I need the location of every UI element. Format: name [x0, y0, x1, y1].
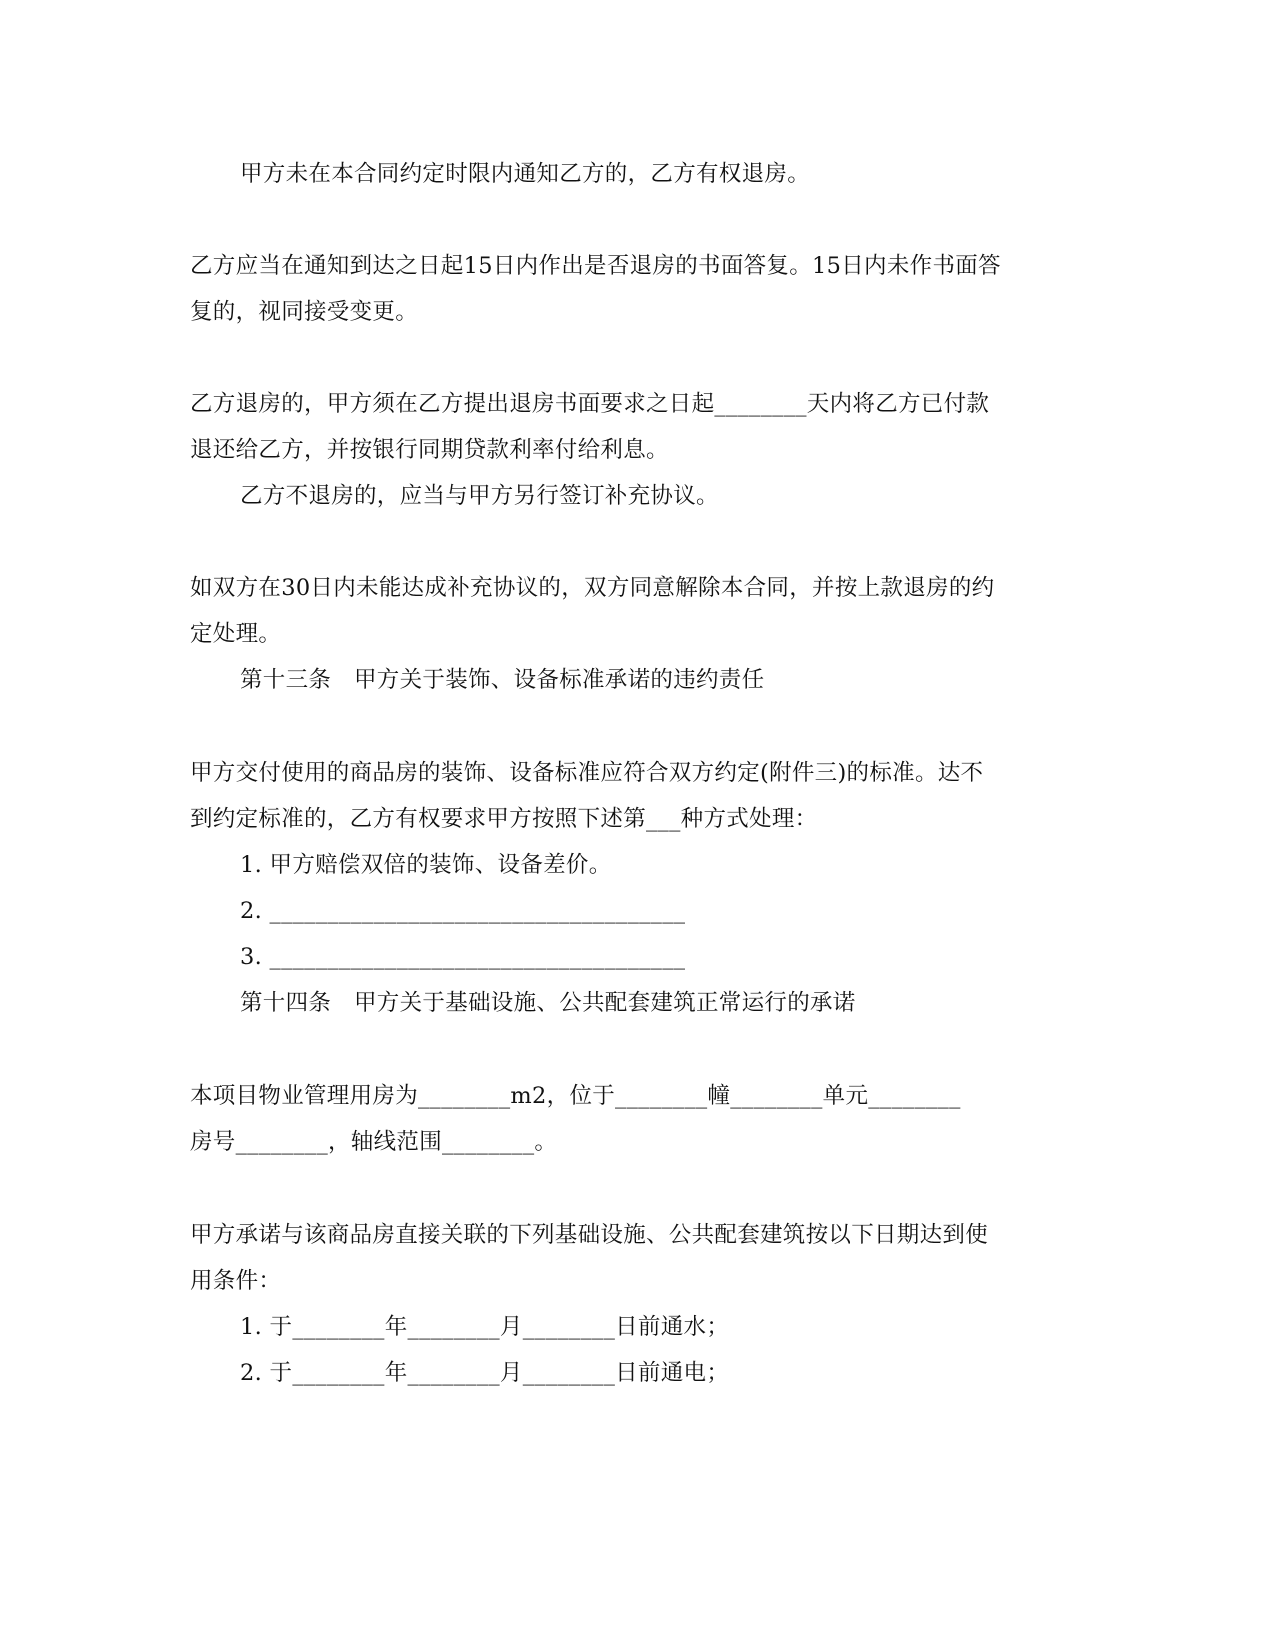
list-item: 3. ____________________________________	[240, 944, 686, 970]
paragraph-line: 乙方不退房的，应当与甲方另行签订补充协议。	[240, 483, 719, 509]
paragraph-line: 到约定标准的，乙方有权要求甲方按照下述第___种方式处理：	[190, 806, 818, 832]
list-item: 1. 甲方赔偿双倍的装饰、设备差价。	[240, 852, 612, 878]
list-item: 2. ____________________________________	[240, 898, 686, 924]
paragraph-line: 甲方未在本合同约定时限内通知乙方的，乙方有权退房。	[240, 161, 811, 187]
paragraph-line: 用条件：	[190, 1268, 282, 1294]
article-heading: 第十三条 甲方关于装饰、设备标准承诺的违约责任	[240, 667, 765, 693]
paragraph-line: 甲方承诺与该商品房直接关联的下列基础设施、公共配套建筑按以下日期达到使	[190, 1222, 989, 1248]
paragraph-line: 房号________，轴线范围________。	[190, 1129, 558, 1155]
list-item: 1. 于________年________月________日前通水；	[240, 1314, 730, 1340]
paragraph-line: 复的，视同接受变更。	[190, 299, 419, 325]
paragraph-line: 乙方退房的，甲方须在乙方提出退房书面要求之日起________天内将乙方已付款	[190, 391, 990, 417]
paragraph-line: 退还给乙方，并按银行同期贷款利率付给利息。	[190, 437, 669, 463]
paragraph-line: 定处理。	[190, 621, 282, 647]
paragraph-line: 乙方应当在通知到达之日起15日内作出是否退房的书面答复。15日内未作书面答	[190, 253, 1001, 279]
paragraph-line: 本项目物业管理用房为________m2，位于________幢________单元________	[190, 1083, 961, 1109]
article-heading: 第十四条 甲方关于基础设施、公共配套建筑正常运行的承诺	[240, 990, 856, 1016]
paragraph-line: 甲方交付使用的商品房的装饰、设备标准应符合双方约定(附件三)的标准。达不	[190, 760, 984, 786]
paragraph-line: 如双方在30日内未能达成补充协议的，双方同意解除本合同，并按上款退房的约	[190, 575, 995, 601]
list-item: 2. 于________年________月________日前通电；	[240, 1360, 730, 1386]
